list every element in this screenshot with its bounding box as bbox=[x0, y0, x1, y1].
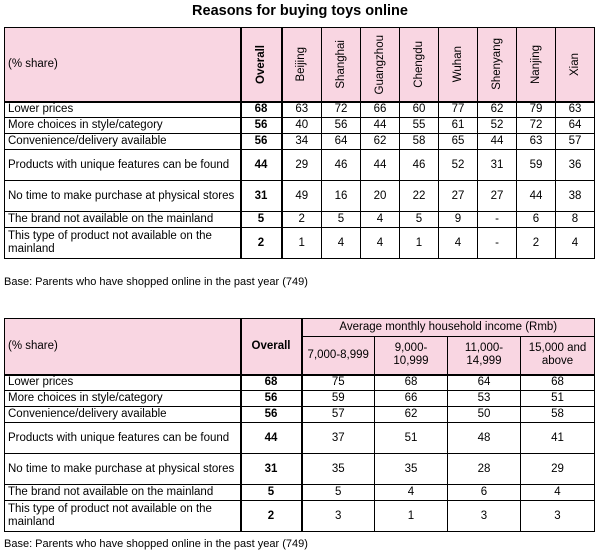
row-label: More choices in style/category bbox=[5, 391, 241, 407]
table-cell: 58 bbox=[400, 134, 439, 150]
table-row bbox=[5, 423, 595, 454]
table1-base-note: Base: Parents who have shopped online in the past year (749) bbox=[4, 276, 308, 288]
table-cell: 63 bbox=[517, 134, 556, 150]
page-title: Reasons for buying toys online bbox=[192, 3, 408, 19]
table-cell: 57 bbox=[302, 407, 375, 423]
column-header: Overall bbox=[241, 28, 282, 102]
table-cell: 1 bbox=[375, 501, 448, 532]
table-cell: 2 bbox=[517, 228, 556, 259]
table-cell: 50 bbox=[448, 407, 521, 423]
column-header: 15,000 and above bbox=[521, 337, 595, 375]
overall-cell: 44 bbox=[241, 423, 302, 454]
overall-cell: 56 bbox=[241, 391, 302, 407]
table-cell: 22 bbox=[400, 181, 439, 212]
table-cell: 63 bbox=[282, 102, 322, 118]
table-cell: 3 bbox=[521, 501, 595, 532]
table-cell: 6 bbox=[517, 212, 556, 228]
table-cell: 5 bbox=[400, 212, 439, 228]
table-cell: 77 bbox=[439, 102, 478, 118]
table-row bbox=[5, 407, 595, 423]
column-header: Xian bbox=[556, 28, 595, 102]
row-label: Convenience/delivery available bbox=[5, 407, 241, 423]
table-cell: 38 bbox=[556, 181, 595, 212]
table-cell: 4 bbox=[361, 228, 400, 259]
table-cell: 59 bbox=[517, 150, 556, 181]
table-row bbox=[5, 102, 595, 118]
city-header-row bbox=[5, 28, 595, 102]
table-cell: 4 bbox=[375, 485, 448, 501]
row-label: This type of product not available on the mainland bbox=[5, 228, 241, 259]
table-cell: 52 bbox=[478, 118, 517, 134]
table-cell: 64 bbox=[448, 375, 521, 391]
table-cell: 4 bbox=[361, 212, 400, 228]
overall-cell: 68 bbox=[241, 375, 302, 391]
table-cell: 53 bbox=[448, 391, 521, 407]
table-row bbox=[5, 501, 595, 532]
table-cell: 66 bbox=[375, 391, 448, 407]
table-cell: 62 bbox=[478, 102, 517, 118]
table-cell: 44 bbox=[517, 181, 556, 212]
table-cell: 46 bbox=[400, 150, 439, 181]
table-cell: 29 bbox=[521, 454, 595, 485]
table-cell: 41 bbox=[521, 423, 595, 454]
table-row bbox=[5, 150, 595, 181]
overall-cell: 31 bbox=[241, 454, 302, 485]
table-cell: 29 bbox=[282, 150, 322, 181]
table-cell: 9 bbox=[439, 212, 478, 228]
table-cell: 68 bbox=[375, 375, 448, 391]
income-breakdown-table bbox=[4, 318, 595, 532]
table-cell: 31 bbox=[478, 150, 517, 181]
row-label: The brand not available on the mainland bbox=[5, 485, 241, 501]
table-cell: 55 bbox=[400, 118, 439, 134]
table-cell: 44 bbox=[361, 118, 400, 134]
table-cell: 4 bbox=[439, 228, 478, 259]
overall-cell: 2 bbox=[241, 501, 302, 532]
overall-cell: 5 bbox=[241, 212, 282, 228]
table-row bbox=[5, 212, 595, 228]
city-breakdown-table bbox=[4, 27, 595, 259]
table-cell: 63 bbox=[556, 102, 595, 118]
table-cell: 64 bbox=[556, 118, 595, 134]
table-cell: - bbox=[478, 228, 517, 259]
table-cell: 3 bbox=[302, 501, 375, 532]
table-cell: 79 bbox=[517, 102, 556, 118]
table-cell: 2 bbox=[282, 212, 322, 228]
overall-cell: 5 bbox=[241, 485, 302, 501]
table-row bbox=[5, 375, 595, 391]
row-label: Products with unique features can be found bbox=[5, 150, 241, 181]
table-cell: 35 bbox=[375, 454, 448, 485]
table-cell: 56 bbox=[322, 118, 361, 134]
table-cell: 28 bbox=[448, 454, 521, 485]
table-cell: 61 bbox=[439, 118, 478, 134]
table-cell: 62 bbox=[375, 407, 448, 423]
table-cell: 4 bbox=[322, 228, 361, 259]
table-cell: 46 bbox=[322, 150, 361, 181]
overall-cell: 56 bbox=[241, 407, 302, 423]
row-label: More choices in style/category bbox=[5, 118, 241, 134]
table-cell: 4 bbox=[556, 228, 595, 259]
row-label: Lower prices bbox=[5, 102, 241, 118]
table2-base-note: Base: Parents who have shopped online in the past year (749) bbox=[4, 538, 308, 550]
table-cell: 51 bbox=[521, 391, 595, 407]
table-cell: 64 bbox=[322, 134, 361, 150]
table-cell: 48 bbox=[448, 423, 521, 454]
table1-corner: (% share) bbox=[5, 28, 241, 102]
table-cell: 62 bbox=[361, 134, 400, 150]
table-cell: 5 bbox=[322, 212, 361, 228]
column-header: Shenyang bbox=[478, 28, 517, 102]
table-cell: 68 bbox=[521, 375, 595, 391]
column-header: 9,000-10,999 bbox=[375, 337, 448, 375]
table-cell: 40 bbox=[282, 118, 322, 134]
row-label: Products with unique features can be found bbox=[5, 423, 241, 454]
table-cell: 36 bbox=[556, 150, 595, 181]
overall-cell: 56 bbox=[241, 134, 282, 150]
table-cell: 27 bbox=[478, 181, 517, 212]
table-row bbox=[5, 454, 595, 485]
column-header: Beijing bbox=[282, 28, 322, 102]
overall-cell: 31 bbox=[241, 181, 282, 212]
income-group-row bbox=[5, 319, 595, 337]
overall-cell: 2 bbox=[241, 228, 282, 259]
table-cell: 4 bbox=[521, 485, 595, 501]
table-cell: 72 bbox=[517, 118, 556, 134]
column-header: Guangzhou bbox=[361, 28, 400, 102]
table-cell: 65 bbox=[439, 134, 478, 150]
row-label: The brand not available on the mainland bbox=[5, 212, 241, 228]
table-cell: 1 bbox=[282, 228, 322, 259]
table-cell: 3 bbox=[448, 501, 521, 532]
column-header: Wuhan bbox=[439, 28, 478, 102]
table-cell: 60 bbox=[400, 102, 439, 118]
row-label: This type of product not available on the mainland bbox=[5, 501, 241, 532]
row-label: Lower prices bbox=[5, 375, 241, 391]
table-cell: 6 bbox=[448, 485, 521, 501]
table-cell: 1 bbox=[400, 228, 439, 259]
table-cell: 59 bbox=[302, 391, 375, 407]
table-row bbox=[5, 181, 595, 212]
table-cell: 8 bbox=[556, 212, 595, 228]
column-header: 11,000-14,999 bbox=[448, 337, 521, 375]
table-cell: 34 bbox=[282, 134, 322, 150]
table-cell: 49 bbox=[282, 181, 322, 212]
table-cell: 51 bbox=[375, 423, 448, 454]
table-cell: 66 bbox=[361, 102, 400, 118]
table-cell: 57 bbox=[556, 134, 595, 150]
table-cell: 20 bbox=[361, 181, 400, 212]
overall-cell: 56 bbox=[241, 118, 282, 134]
table-row bbox=[5, 134, 595, 150]
row-label: No time to make purchase at physical stores bbox=[5, 181, 241, 212]
table-cell: 75 bbox=[302, 375, 375, 391]
column-header: Chengdu bbox=[400, 28, 439, 102]
table-cell: - bbox=[478, 212, 517, 228]
table-cell: 35 bbox=[302, 454, 375, 485]
table-row bbox=[5, 118, 595, 134]
column-header: Nanjing bbox=[517, 28, 556, 102]
table-cell: 37 bbox=[302, 423, 375, 454]
table-cell: 5 bbox=[302, 485, 375, 501]
income-group-header: Average monthly household income (Rmb) bbox=[302, 319, 595, 337]
column-header: Shanghai bbox=[322, 28, 361, 102]
table-row bbox=[5, 228, 595, 259]
table-cell: 52 bbox=[439, 150, 478, 181]
row-label: Convenience/delivery available bbox=[5, 134, 241, 150]
table-cell: 16 bbox=[322, 181, 361, 212]
table-cell: 44 bbox=[361, 150, 400, 181]
table-cell: 58 bbox=[521, 407, 595, 423]
overall-cell: 44 bbox=[241, 150, 282, 181]
table-row bbox=[5, 485, 595, 501]
overall-header: Overall bbox=[241, 319, 302, 375]
table-row bbox=[5, 391, 595, 407]
row-label: No time to make purchase at physical stores bbox=[5, 454, 241, 485]
table-cell: 72 bbox=[322, 102, 361, 118]
table-cell: 27 bbox=[439, 181, 478, 212]
column-header: 7,000-8,999 bbox=[302, 337, 375, 375]
overall-cell: 68 bbox=[241, 102, 282, 118]
table-cell: 44 bbox=[478, 134, 517, 150]
table2-corner: (% share) bbox=[5, 319, 241, 375]
